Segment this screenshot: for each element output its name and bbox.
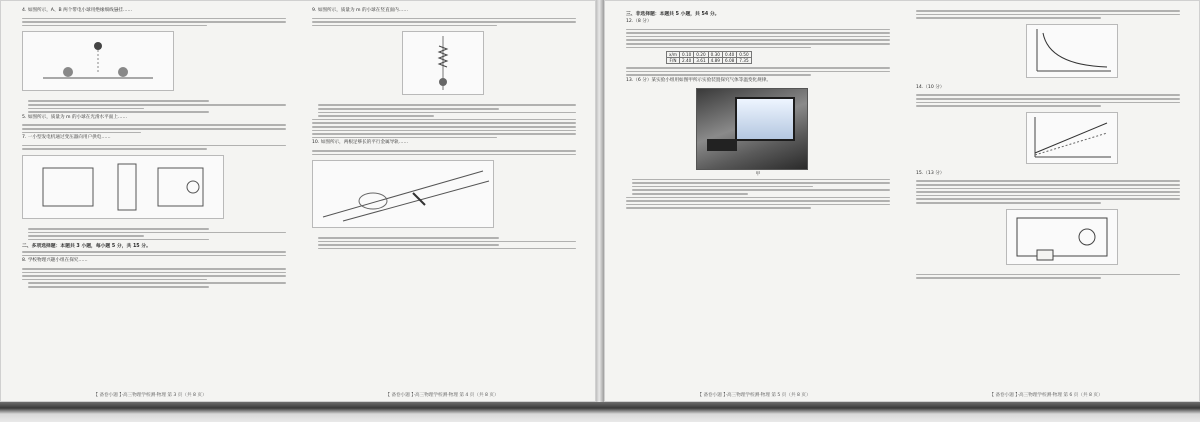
question-13: 13.（6 分）某实验小组用如图甲所示实验装置探究气体等温变化规律。 <box>626 77 771 83</box>
spring-figure <box>402 31 484 95</box>
page-5-column <box>626 8 890 388</box>
charged-ball-b <box>118 67 128 77</box>
question-10: 10. 如图所示，两根足够长的平行金属导轨…… <box>312 140 409 146</box>
charged-ball-a <box>63 67 73 77</box>
question-9: 9. 如图所示，质量为 m 的小球在竖直面内…… <box>312 8 408 13</box>
sensor-device <box>707 139 737 151</box>
rail-figure <box>312 160 494 228</box>
question-8: 8. 学校物理兴趣小组在探究…… <box>22 258 88 264</box>
page-6-column <box>916 8 1180 388</box>
pv-graph-figure <box>1026 24 1118 78</box>
linear-graph-figure <box>1026 112 1118 164</box>
measurement-table: x/m 0.10 0.20 0.30 0.40 0.50 F/N 2.40 3.61 4.89 6.08 7.35 <box>666 51 752 64</box>
question-14: 14.（10 分） <box>916 84 945 90</box>
page-3-column <box>22 8 286 388</box>
question-7: 7. 一小型发电机通过变压器向用户供电…… <box>22 135 111 141</box>
charged-ball-c <box>94 42 102 50</box>
page-4-column <box>312 8 576 388</box>
section-2-heading: 二、多项选择题：本题共 3 小题，每小题 5 分，共 15 分。 <box>22 244 151 250</box>
question-5: 5. 如图所示，质量为 m 的小球在光滑水平面上…… <box>22 114 128 120</box>
experiment-photo <box>696 88 808 170</box>
question-15: 15.（13 分） <box>916 170 945 176</box>
photo-caption: 甲 <box>755 171 761 177</box>
page-5-footer: 【 备卷小题 】·高三物理学校测·物理 第 5 页（共 8 页） <box>697 393 811 398</box>
page-6-footer: 【 备卷小题 】·高三物理学校测·物理 第 6 页（共 8 页） <box>989 393 1103 398</box>
monitor-screen <box>735 97 795 141</box>
book-gutter <box>596 0 604 402</box>
exam-sheet-left <box>0 0 596 402</box>
page-4-footer: 【 备卷小题 】·高三物理学校测·物理 第 4 页（共 8 页） <box>385 393 499 398</box>
page-3-footer: 【 备卷小题 】·高三物理学校测·物理 第 3 页（共 8 页） <box>93 393 207 398</box>
transformer-circuit-figure <box>22 155 224 219</box>
exam-sheet-right <box>604 0 1200 402</box>
section-3-heading: 三、非选择题：本题共 5 小题，共 54 分。 <box>626 12 720 17</box>
motor-circuit-figure <box>1006 209 1118 265</box>
scanner-bottom-edge <box>0 402 1200 422</box>
question-4: 4. 如图所示，A、B 两个带电小球用绝缘细线悬挂…… <box>22 8 133 13</box>
question-4-figure <box>22 31 174 91</box>
question-12: 12.（8 分） <box>626 19 652 24</box>
